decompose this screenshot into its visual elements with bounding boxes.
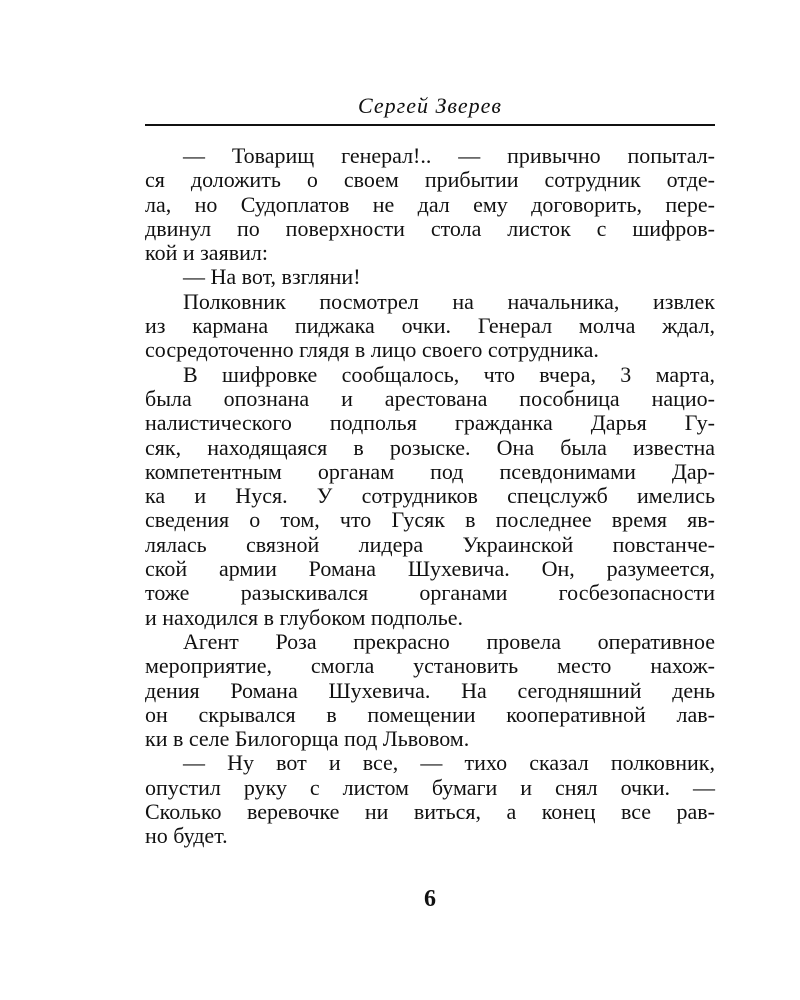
text-line: ки в селе Билогорща под Львовом.: [145, 726, 470, 752]
text-line: двинул по поверхности стола листок с шифров-: [145, 215, 715, 241]
text-line: ка и Нуся. У сотрудников спецслужб имелись: [145, 483, 715, 509]
text-line: сведения о том, что Гусяк в последнее время яв-: [145, 507, 715, 533]
body-text: [145, 144, 715, 849]
text-line: компетентным органам под псевдонимами Дар-: [145, 458, 715, 484]
page-number: 6: [424, 886, 436, 912]
text-line: Агент Роза прекрасно провела оперативное: [183, 628, 715, 654]
text-line: опустил руку с листом бумаги и снял очки. —: [145, 774, 715, 800]
text-line: — На вот, взгляни!: [183, 264, 361, 290]
text-line: сосредоточенно глядя в лицо своего сотрудника.: [145, 337, 599, 363]
text-line: В шифровке сообщалось, что вчера, 3 марта,: [183, 361, 715, 387]
running-head-author: Сергей Зверев: [358, 93, 502, 118]
text-line: Полковник посмотрел на начальника, извлек: [183, 288, 715, 314]
paragraph: [145, 363, 715, 630]
paragraph: [145, 144, 715, 265]
text-line: налистического подполья гражданка Дарья Гу-: [145, 410, 715, 436]
text-line: сяк, находящаяся в розыске. Она была известна: [145, 434, 715, 460]
text-line: мероприятие, смогла установить место нахож-: [145, 653, 715, 679]
text-line: лялась связной лидера Украинской повстанче-: [145, 531, 715, 557]
text-line: — Ну вот и все, — тихо сказал полковник,: [183, 750, 715, 776]
text-line: — Товарищ генерал!.. — привычно попытал-: [183, 143, 715, 168]
text-line: была опознана и арестована пособница нацио-: [145, 385, 715, 411]
text-line: тоже разыскивался органами госбезопасности: [145, 580, 715, 606]
paragraph: [145, 265, 715, 289]
header-rule: [145, 124, 715, 126]
text-line: он скрывался в помещении кооперативной лав-: [145, 701, 715, 727]
text-line: и находился в глубоком подполье.: [145, 604, 464, 630]
text-line: из кармана пиджака очки. Генерал молча ждал,: [145, 313, 715, 339]
text-line: кой и заявил:: [145, 240, 268, 266]
text-line: ла, но Судоплатов не дал ему договорить, пере-: [145, 191, 715, 217]
paragraph: [145, 751, 715, 848]
paragraph: [145, 290, 715, 363]
text-line: ся доложить о своем прибытии сотрудник отде-: [145, 167, 715, 193]
text-line: дения Романа Шухевича. На сегодняшний день: [145, 677, 715, 703]
text-line: ской армии Романа Шухевича. Он, разумеется,: [145, 556, 715, 582]
paragraph: [145, 630, 715, 751]
text-line: но будет.: [145, 823, 228, 849]
text-line: Сколько веревочке ни виться, а конец все рав-: [145, 799, 715, 825]
